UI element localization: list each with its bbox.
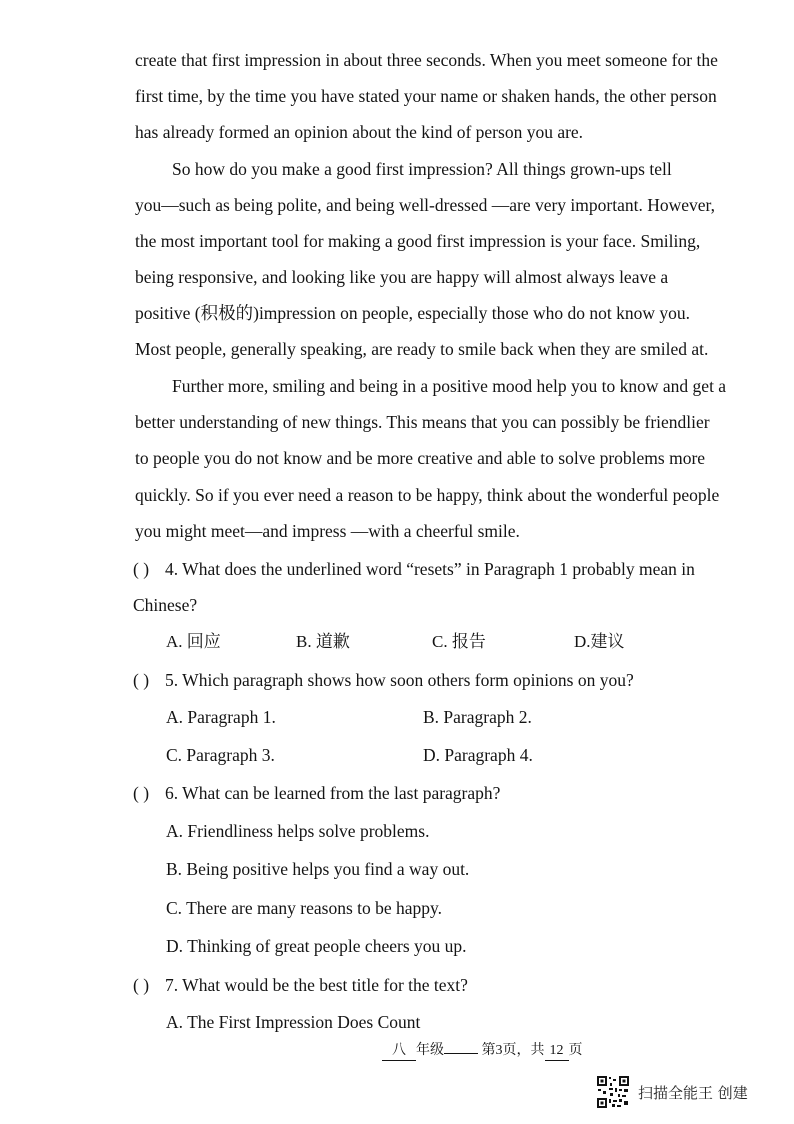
option-c: C. There are many reasons to be happy. bbox=[166, 898, 443, 918]
passage-line: better understanding of new things. This means that you can possibly be friendlier bbox=[135, 412, 710, 432]
passage-line: being responsive, and looking like you are happy will almost always leave a bbox=[135, 267, 669, 287]
passage-line: positive (积极的)impression on people, especially those who do not know you. bbox=[135, 303, 691, 323]
passage-line: create that first impression in about three seconds. When you meet someone for the bbox=[135, 50, 718, 70]
question-text: 5. Which paragraph shows how soon others form opinions on you? bbox=[165, 670, 634, 690]
option-a: A. Paragraph 1. bbox=[166, 707, 276, 727]
passage-line: So how do you make a good first impression? All things grown-ups tell bbox=[172, 159, 672, 179]
blank-line bbox=[444, 1053, 478, 1054]
grade-value: 八 bbox=[382, 1042, 416, 1061]
passage-line: quickly. So if you ever need a reason to be happy, think about the wonderful people bbox=[135, 485, 720, 505]
answer-blank[interactable]: ( ) bbox=[133, 783, 150, 803]
option-a: A. The First Impression Does Count bbox=[166, 1012, 421, 1032]
question-5 bbox=[133, 669, 634, 691]
passage-line: you might meet—and impress —with a cheerful smile. bbox=[135, 521, 520, 541]
page-suffix: 页 bbox=[568, 1043, 583, 1058]
option-d: D. Thinking of great people cheers you up. bbox=[166, 936, 467, 956]
grade-suffix: 年级 bbox=[416, 1043, 444, 1058]
page-total: 12 bbox=[545, 1042, 569, 1061]
question-4 bbox=[133, 558, 695, 580]
answer-blank[interactable]: ( ) bbox=[133, 670, 150, 690]
question-text: 6. What can be learned from the last paragraph? bbox=[165, 783, 501, 803]
option-c: C. 报告 bbox=[432, 632, 486, 651]
passage-line: you—such as being polite, and being well-dressed —are very important. However, bbox=[135, 195, 716, 215]
qr-code-icon bbox=[596, 1075, 630, 1109]
passage-line: to people you do not know and be more creative and able to solve problems more bbox=[135, 448, 706, 468]
page-number-text: 第3页，共 bbox=[481, 1043, 545, 1058]
answer-blank[interactable]: ( ) bbox=[133, 975, 150, 995]
option-a: A. Friendliness helps solve problems. bbox=[166, 821, 430, 841]
passage-line: the most important tool for making a good first impression is your face. Smiling, bbox=[135, 231, 701, 251]
option-b: B. 道歉 bbox=[296, 632, 350, 651]
passage-line: Further more, smiling and being in a positive mood help you to know and get a bbox=[172, 376, 727, 396]
question-text: 4. What does the underlined word “resets” in Paragraph 1 probably mean in bbox=[165, 559, 695, 579]
option-d: D. Paragraph 4. bbox=[423, 745, 533, 765]
option-c: C. Paragraph 3. bbox=[166, 745, 275, 765]
passage-line: first time, by the time you have stated your name or shaken hands, the other person bbox=[135, 86, 717, 106]
option-b: B. Being positive helps you find a way out. bbox=[166, 859, 470, 879]
scanner-watermark-text: 扫描全能王 创建 bbox=[638, 1083, 748, 1102]
passage-line: has already formed an opinion about the kind of person you are. bbox=[135, 122, 584, 142]
scanner-watermark bbox=[596, 1075, 748, 1109]
question-text: 7. What would be the best title for the text? bbox=[165, 975, 468, 995]
option-b: B. Paragraph 2. bbox=[423, 707, 532, 727]
option-d: D.建议 bbox=[574, 632, 625, 651]
option-a: A. 回应 bbox=[166, 632, 221, 651]
page-footer bbox=[382, 1042, 583, 1061]
question-text-cont: Chinese? bbox=[133, 595, 198, 615]
passage-line: Most people, generally speaking, are ready to smile back when they are smiled at. bbox=[135, 339, 709, 359]
question-7 bbox=[133, 974, 468, 996]
answer-blank[interactable]: ( ) bbox=[133, 559, 150, 579]
question-6 bbox=[133, 782, 500, 804]
